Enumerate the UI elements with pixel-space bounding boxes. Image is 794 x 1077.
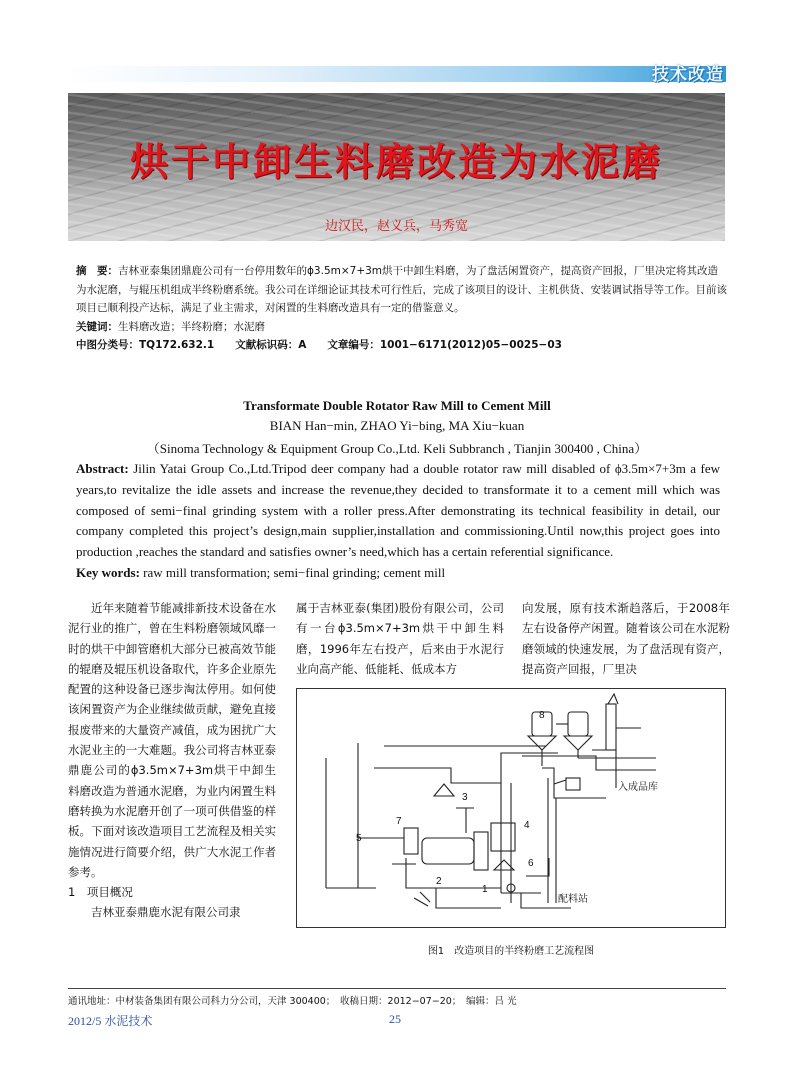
journal-footer: 2012/5 水泥技术 <box>68 1014 153 1028</box>
english-title: Transformate Double Rotator Raw Mill to Cement Mill <box>243 398 551 413</box>
label-5: 5 <box>356 833 362 844</box>
body-column-1 <box>68 598 276 923</box>
title-banner <box>68 93 725 241</box>
label-6: 6 <box>528 858 534 869</box>
label-2: 2 <box>436 876 442 887</box>
label-1: 1 <box>482 884 488 895</box>
abstract-label: 摘 要： <box>76 265 118 277</box>
body-paragraph-col3: 向发展，原有技术渐趋落后，于2008年左右设备停产闲置。随着该公司在水泥粉磨领域的快速发展，为了盘活现有资产，提高资产回报，厂里决 <box>522 601 730 676</box>
keywords-label: 关键词： <box>76 320 118 333</box>
footnote: 通讯地址：中材装备集团有限公司科力分公司，天津 300400； 收稿日期：2012−07−20； 编辑：吕 光 <box>68 996 517 1007</box>
english-keywords-paragraph <box>76 563 720 584</box>
abstract-paragraph <box>76 262 728 318</box>
article-title: 烘干中卸生料磨改造为水泥磨 <box>129 140 663 184</box>
header-stripe <box>68 66 726 82</box>
label-8: 8 <box>539 710 545 721</box>
english-affiliation: （Sinoma Technology & Equipment Group Co.,Ltd. Keli Subbranch , Tianjin 300400 , China） <box>146 441 648 456</box>
label-3: 3 <box>462 792 468 803</box>
english-authors: BIAN Han−min, ZHAO Yi−bing, MA Xiu−kuan <box>269 418 525 433</box>
section-heading: 1 项目概况 <box>68 885 133 900</box>
keywords-paragraph <box>76 318 728 337</box>
footnote-divider <box>68 988 726 989</box>
body-paragraph-intro: 近年来随着节能减排新技术设备在水泥行业的推广，曾在生料粉磨领域风靡一时的烘干中卸管磨机大部分已被高效节能的辊磨及辊压机设备取代，许多企业原先配置的这种设备已逐步淘汰停用。如何使该闲置资产为企业继续做贡献，避免直接报废带来的大量资产减值，成为困扰广大水泥业主的一大难题。我公司将吉林亚泰鼎鹿公司的ϕ3.5m×7+3m烘干中卸生料磨改造为普通水泥磨，为业内闲置生料磨转换为水泥磨开创了一项可供借鉴的样板。下面对该改造项目工艺流程及相关实施情况进行简要介绍，供广大水泥工作者参考。 <box>68 601 276 879</box>
label-silo: 入成品库 <box>618 782 658 793</box>
process-flow-diagram <box>296 688 726 928</box>
chinese-abstract <box>76 262 728 355</box>
english-abstract-paragraph <box>76 459 720 563</box>
english-abstract-text: Jilin Yatai Group Co.,Ltd.Tripod deer company had a double rotator raw mill disabled of ϕ3.5m×7+3m a few years,to revitalize the idle assets and increase the revenue,they decided to transformate it to a cement mill which was composed of semi−final grinding system with a roller press.After demonstrating its technical feasibility in detail, our company completed this project’s design,main supplier,installation and commissioning.Until now,this project goes into production ,reaches the standard and satisfies owner’s need,which has a certain referential significance. <box>76 461 721 560</box>
english-keywords-label: Key words: <box>76 564 140 580</box>
abstract-text: 吉林亚泰集团鼎鹿公司有一台停用数年的ϕ3.5m×7+3m烘干中卸生料磨，为了盘活闲置资产，提高资产回报，厂里决定将其改造为水泥磨，与辊压机组成半终粉磨系统。我公司在详细论证其技术可行性后，完成了该项目的设计、主机供货、安装调试指导等工作。目前该项目已顺利投产达标，满足了业主需求，对闲置的生料磨改造具有一定的借鉴意义。 <box>76 265 727 314</box>
keywords-text: 生料磨改造；半终粉磨；水泥磨 <box>118 320 265 333</box>
body-column-3 <box>522 598 730 679</box>
english-abstract <box>76 459 720 584</box>
article-authors: 边汉民，赵义兵，马秀宽 <box>324 219 468 234</box>
label-7: 7 <box>396 816 402 827</box>
english-keywords-text: raw mill transformation; semi−final grinding; cement mill <box>143 564 446 580</box>
section-tag: 技术改造 <box>652 65 724 85</box>
page-number: 25 <box>389 1012 401 1026</box>
body-paragraph-col2: 属于吉林亚泰(集团)股份有限公司，公司有一台ϕ3.5m×7+3m烘干中卸生料磨，1996年左右投产，后来由于水泥行业向高产能、低能耗、低成本方 <box>296 601 504 676</box>
body-column-2 <box>296 598 504 679</box>
label-4: 4 <box>524 820 530 831</box>
process-flow-figure <box>296 688 726 928</box>
classification-line: 中图分类号：TQ172.632.1 文献标识码：A 文章编号：1001−6171(2012)05−0025−03 <box>76 339 562 351</box>
label-batching-station: 配料站 <box>558 894 588 905</box>
body-paragraph-overview: 吉林亚泰鼎鹿水泥有限公司隶 <box>91 905 241 920</box>
english-abstract-label: Abstract: <box>76 461 129 476</box>
figure-caption: 图1 改造项目的半终粉磨工艺流程图 <box>427 946 595 957</box>
